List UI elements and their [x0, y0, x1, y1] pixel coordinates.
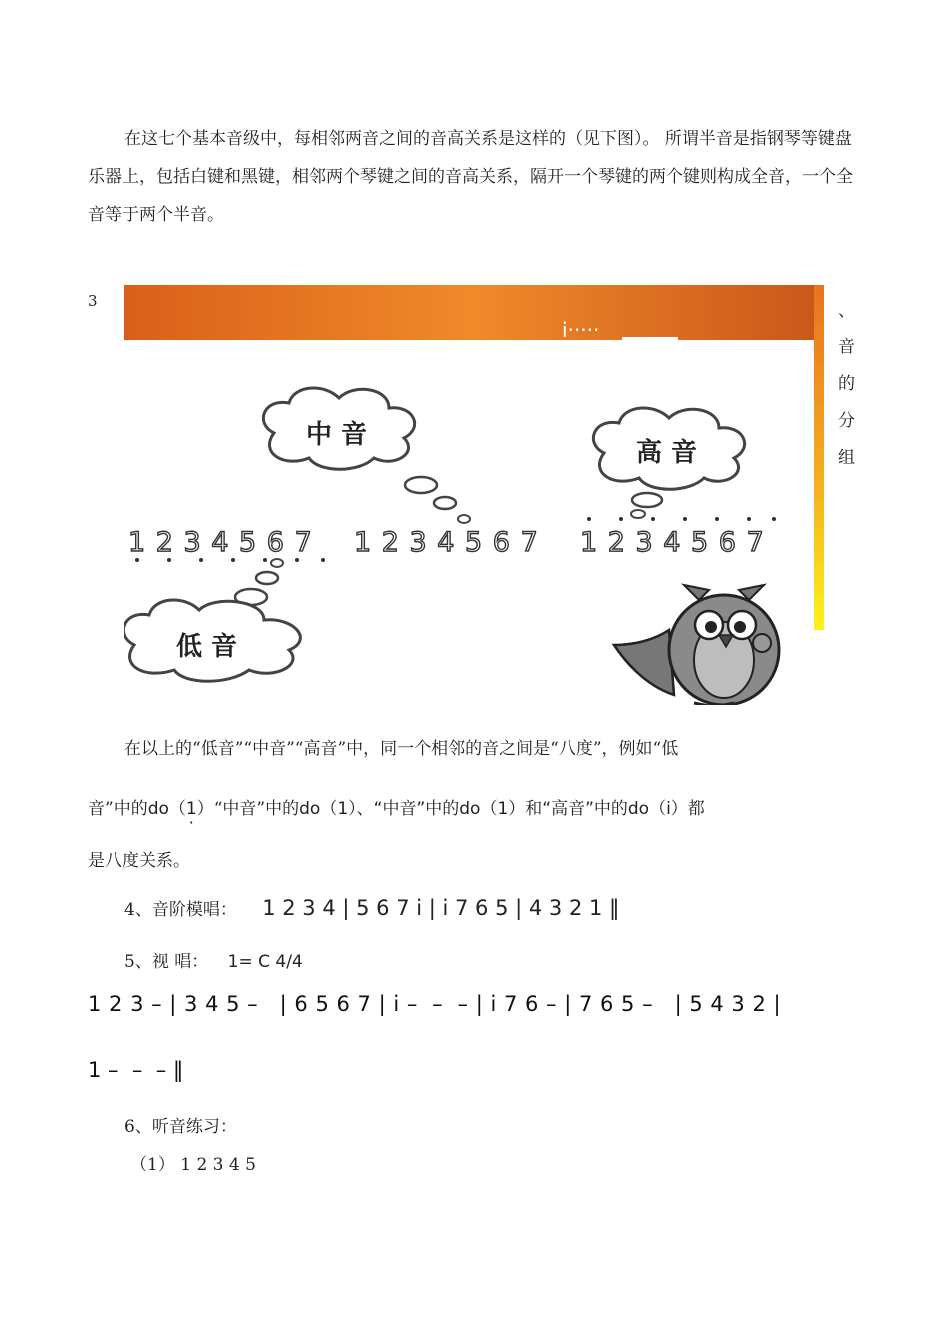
title-char: 组 [838, 448, 855, 468]
scale-high: 1 2 3 4 5 6 7 [580, 527, 765, 558]
text: 音”中的 [88, 799, 148, 819]
item4-label: 4、音阶模唱： [124, 900, 237, 920]
paragraph-octave-line2 [88, 790, 864, 828]
cloud-low-label: 低 音 [176, 632, 238, 662]
text: do（1）、“中音”中的 [299, 799, 460, 819]
item-scale-singing [88, 889, 864, 929]
item5-label: 5、视 唱： [124, 952, 209, 972]
text: do（1）和“高音”中的 [459, 799, 628, 819]
item-ear-training: 6、听音练习： [124, 1117, 237, 1137]
text: do（i）都 [627, 799, 705, 819]
text: ）“中音”中的 [196, 799, 300, 819]
sight-singing-line1: 1 2 3 – | 3 4 5 – | 6 5 6 7 | i – – – | i 7 6 – | 7 6 5 – | 5 4 3 2 | [88, 992, 782, 1016]
paragraph-octave-line3: 是八度关系。 [88, 851, 190, 871]
title-char: 、 [838, 301, 855, 321]
item5-key: 1= C 4/4 [227, 952, 303, 972]
orange-side-strip [814, 285, 824, 630]
text: do（ [147, 799, 186, 819]
orange-banner [124, 285, 824, 340]
ear-training-1: （1） 1 2 3 4 5 [130, 1155, 256, 1175]
scale-low: 1 2 3 4 5 6 7 [128, 527, 313, 558]
paragraph-semitone: 在这七个基本音级中，每相邻两音之间的音高关系是这样的（见下图）。 所谓半音是指钢琴等键盘乐器上，包括白键和黑键，相邻两个琴键之间的音高关系，隔开一个琴键的两个键则构成全音，一个全音等于两个半音。 [88, 129, 853, 225]
title-char: 的 [838, 374, 855, 394]
sight-singing-line2: 1 – – – ‖ [88, 1058, 184, 1082]
cloud-high-label: 高 音 [636, 438, 698, 468]
low-do-note: 1 · [186, 790, 197, 828]
item4-notation: 1 2 3 4 | 5 6 7 i | i 7 6 5 | 4 3 2 1 ‖ [262, 896, 620, 920]
item-sight-singing [88, 943, 864, 981]
paragraph-octave-line1: 在以上的“低音”“中音”“高音”中，同一个相邻的音之间是“八度”，例如“低 [124, 739, 679, 759]
title-char: 音 [838, 337, 855, 357]
cloud-middle-label: 中 音 [306, 420, 368, 450]
banner-fragment: i····· [562, 318, 600, 342]
section-number: 3 [88, 292, 98, 310]
octave-groups-figure [124, 285, 824, 705]
title-char: 分 [838, 411, 855, 431]
scale-middle: 1 2 3 4 5 6 7 [354, 527, 539, 558]
